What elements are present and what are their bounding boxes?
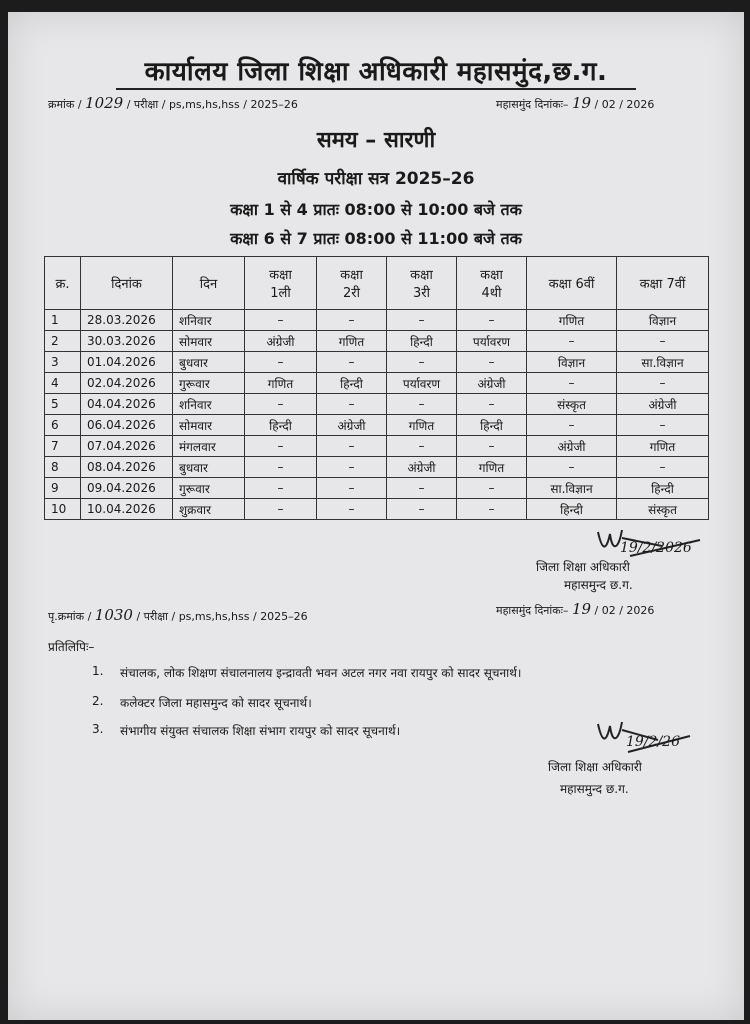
cell-class-4: –	[457, 310, 527, 331]
cell-class-7: –	[617, 331, 709, 352]
cell-day: बुधवार	[173, 457, 245, 478]
endorsement-number-handwritten: 1030	[94, 606, 133, 624]
cell-class-6: अंग्रेजी	[527, 436, 617, 457]
table-row	[45, 331, 709, 352]
table-row	[45, 310, 709, 331]
cell-day: शनिवार	[173, 394, 245, 415]
cell-day: मंगलवार	[173, 436, 245, 457]
signature-1-date: 19/2/2026	[620, 540, 692, 556]
cell-date: 07.04.2026	[81, 436, 173, 457]
cell-class-7: –	[617, 457, 709, 478]
cell-class-3: –	[387, 499, 457, 520]
endorsement-reference: परीक्षा / ps,ms,hs,hss / 2025–26	[143, 610, 308, 623]
timetable-body	[45, 310, 709, 520]
header-class-4: कक्षा 4थी	[457, 257, 527, 310]
order-number-line: क्रमांक / 1029 / परीक्षा / ps,ms,hs,hss / 2025–26	[48, 94, 298, 112]
cell-date: 28.03.2026	[81, 310, 173, 331]
header-class-7: कक्षा 7वीं	[617, 257, 709, 310]
cell-date: 02.04.2026	[81, 373, 173, 394]
table-row	[45, 436, 709, 457]
cell-day: सोमवार	[173, 331, 245, 352]
cell-class-6: संस्कृत	[527, 394, 617, 415]
timetable	[44, 256, 709, 520]
cell-class-2: –	[317, 499, 387, 520]
cell-class-7: –	[617, 373, 709, 394]
cell-serial: 4	[45, 373, 81, 394]
cell-class-6: –	[527, 373, 617, 394]
table-row	[45, 478, 709, 499]
cell-serial: 6	[45, 415, 81, 436]
header-class-1: कक्षा 1ली	[245, 257, 317, 310]
table-row	[45, 457, 709, 478]
signature-1-place: महासमुन्द छ.ग.	[564, 578, 633, 592]
order-date-line	[496, 94, 654, 112]
cell-class-7: संस्कृत	[617, 499, 709, 520]
cell-day: शनिवार	[173, 310, 245, 331]
endorsement-date-line	[496, 600, 654, 618]
cell-class-1: –	[245, 394, 317, 415]
cell-date: 04.04.2026	[81, 394, 173, 415]
header-class-3: कक्षा 3री	[387, 257, 457, 310]
cell-class-7: गणित	[617, 436, 709, 457]
cell-day: शुक्रवार	[173, 499, 245, 520]
recipient-1: संचालक, लोक शिक्षण संचालनालय इन्द्रावती भवन अटल नगर नवा रायपुर को सादर सूचनार्थ।	[120, 666, 522, 680]
cell-class-3: अंग्रेजी	[387, 457, 457, 478]
cell-class-2: –	[317, 310, 387, 331]
endorsement-date-handwritten: 19	[571, 600, 592, 618]
cell-class-6: –	[527, 415, 617, 436]
cell-class-1: –	[245, 310, 317, 331]
header-serial: क्र.	[45, 257, 81, 310]
cell-day: बुधवार	[173, 352, 245, 373]
cell-class-3: –	[387, 352, 457, 373]
cell-class-1: –	[245, 352, 317, 373]
session-line: वार्षिक परीक्षा सत्र 2025–26	[277, 169, 475, 189]
signature-2-designation: जिला शिक्षा अधिकारी	[548, 760, 642, 774]
table-row	[45, 499, 709, 520]
cell-class-3: –	[387, 436, 457, 457]
timing-class-1-4: कक्षा 1 से 4 प्रातः 08:00 से 10:00 बजे तक	[230, 200, 522, 219]
cell-class-2: –	[317, 352, 387, 373]
cell-class-6: –	[527, 457, 617, 478]
order-reference: परीक्षा / ps,ms,hs,hss / 2025–26	[133, 98, 298, 111]
signature-2-place: महासमुन्द छ.ग.	[560, 782, 629, 796]
recipient-3: संभागीय संयुक्त संचालक शिक्षा संभाग रायपुर को सादर सूचनार्थ।	[120, 724, 401, 738]
endorsement-number-line: पृ.क्रमांक / 1030 / परीक्षा / ps,ms,hs,hss / 2025–26	[48, 606, 308, 624]
copy-label: प्रतिलिपिः–	[48, 640, 95, 654]
cell-class-1: –	[245, 499, 317, 520]
cell-date: 30.03.2026	[81, 331, 173, 352]
cell-class-7: सा.विज्ञान	[617, 352, 709, 373]
cell-class-1: –	[245, 478, 317, 499]
cell-class-7: विज्ञान	[617, 310, 709, 331]
cell-class-7: हिन्दी	[617, 478, 709, 499]
cell-date: 08.04.2026	[81, 457, 173, 478]
cell-class-2: –	[317, 436, 387, 457]
timing-class-6-7: कक्षा 6 से 7 प्रातः 08:00 से 11:00 बजे तक	[230, 229, 522, 248]
cell-class-1: –	[245, 457, 317, 478]
cell-class-3: –	[387, 478, 457, 499]
header-day: दिन	[173, 257, 245, 310]
cell-class-2: –	[317, 457, 387, 478]
cell-serial: 3	[45, 352, 81, 373]
schedule-title: समय – सारणी	[316, 128, 436, 153]
cell-date: 09.04.2026	[81, 478, 173, 499]
recipient-2: कलेक्टर जिला महासमुन्द को सादर सूचनार्थ।	[120, 696, 312, 710]
cell-class-3: –	[387, 310, 457, 331]
cell-class-4: –	[457, 478, 527, 499]
office-title: कार्यालय जिला शिक्षा अधिकारी महासमुंद,छ.ग.	[144, 57, 608, 87]
cell-class-2: गणित	[317, 331, 387, 352]
cell-serial: 8	[45, 457, 81, 478]
cell-class-4: हिन्दी	[457, 415, 527, 436]
cell-class-1: –	[245, 436, 317, 457]
cell-class-4: पर्यावरण	[457, 331, 527, 352]
cell-date: 06.04.2026	[81, 415, 173, 436]
cell-class-6: गणित	[527, 310, 617, 331]
cell-class-4: अंग्रेजी	[457, 373, 527, 394]
cell-class-2: –	[317, 394, 387, 415]
recipient-number-3: 3.	[92, 722, 104, 736]
header-class-2: कक्षा 2री	[317, 257, 387, 310]
recipient-number-2: 2.	[92, 694, 104, 708]
endorsement-place-date-label: महासमुंद दिनांकः–	[496, 604, 569, 617]
recipient-number-1: 1.	[92, 664, 104, 678]
order-date-rest: / 02 / 2026	[594, 98, 655, 111]
cell-class-4: गणित	[457, 457, 527, 478]
cell-class-7: अंग्रेजी	[617, 394, 709, 415]
table-header-row	[45, 257, 709, 310]
cell-class-1: अंग्रेजी	[245, 331, 317, 352]
cell-class-4: –	[457, 352, 527, 373]
cell-class-7: –	[617, 415, 709, 436]
cell-class-6: –	[527, 331, 617, 352]
table-row	[45, 415, 709, 436]
cell-serial: 10	[45, 499, 81, 520]
order-number-label: क्रमांक	[48, 98, 75, 111]
cell-class-3: –	[387, 394, 457, 415]
endorsement-number-label: पृ.क्रमांक	[48, 610, 85, 623]
cell-class-2: हिन्दी	[317, 373, 387, 394]
signature-2-date: 19/2/26	[626, 734, 680, 750]
cell-day: सोमवार	[173, 415, 245, 436]
cell-class-6: सा.विज्ञान	[527, 478, 617, 499]
cell-class-3: गणित	[387, 415, 457, 436]
cell-class-2: –	[317, 478, 387, 499]
cell-day: गुरूवार	[173, 373, 245, 394]
cell-class-2: अंग्रेजी	[317, 415, 387, 436]
cell-class-4: –	[457, 394, 527, 415]
order-number-handwritten: 1029	[85, 94, 124, 112]
cell-serial: 9	[45, 478, 81, 499]
order-date-handwritten: 19	[571, 94, 592, 112]
cell-class-6: विज्ञान	[527, 352, 617, 373]
table-row	[45, 352, 709, 373]
cell-class-3: हिन्दी	[387, 331, 457, 352]
cell-date: 10.04.2026	[81, 499, 173, 520]
cell-serial: 2	[45, 331, 81, 352]
cell-day: गुरूवार	[173, 478, 245, 499]
cell-class-4: –	[457, 499, 527, 520]
signature-1-designation: जिला शिक्षा अधिकारी	[536, 560, 630, 574]
place-date-label: महासमुंद दिनांकः–	[496, 98, 569, 111]
cell-serial: 1	[45, 310, 81, 331]
cell-class-1: गणित	[245, 373, 317, 394]
header-date: दिनांक	[81, 257, 173, 310]
header-class-6: कक्षा 6वीं	[527, 257, 617, 310]
cell-serial: 5	[45, 394, 81, 415]
cell-class-6: हिन्दी	[527, 499, 617, 520]
table-row	[45, 373, 709, 394]
document-page	[8, 12, 744, 1020]
cell-class-3: पर्यावरण	[387, 373, 457, 394]
cell-date: 01.04.2026	[81, 352, 173, 373]
table-row	[45, 394, 709, 415]
cell-class-1: हिन्दी	[245, 415, 317, 436]
endorsement-date-rest: / 02 / 2026	[594, 604, 655, 617]
cell-serial: 7	[45, 436, 81, 457]
cell-class-4: –	[457, 436, 527, 457]
title-underline	[116, 88, 636, 90]
